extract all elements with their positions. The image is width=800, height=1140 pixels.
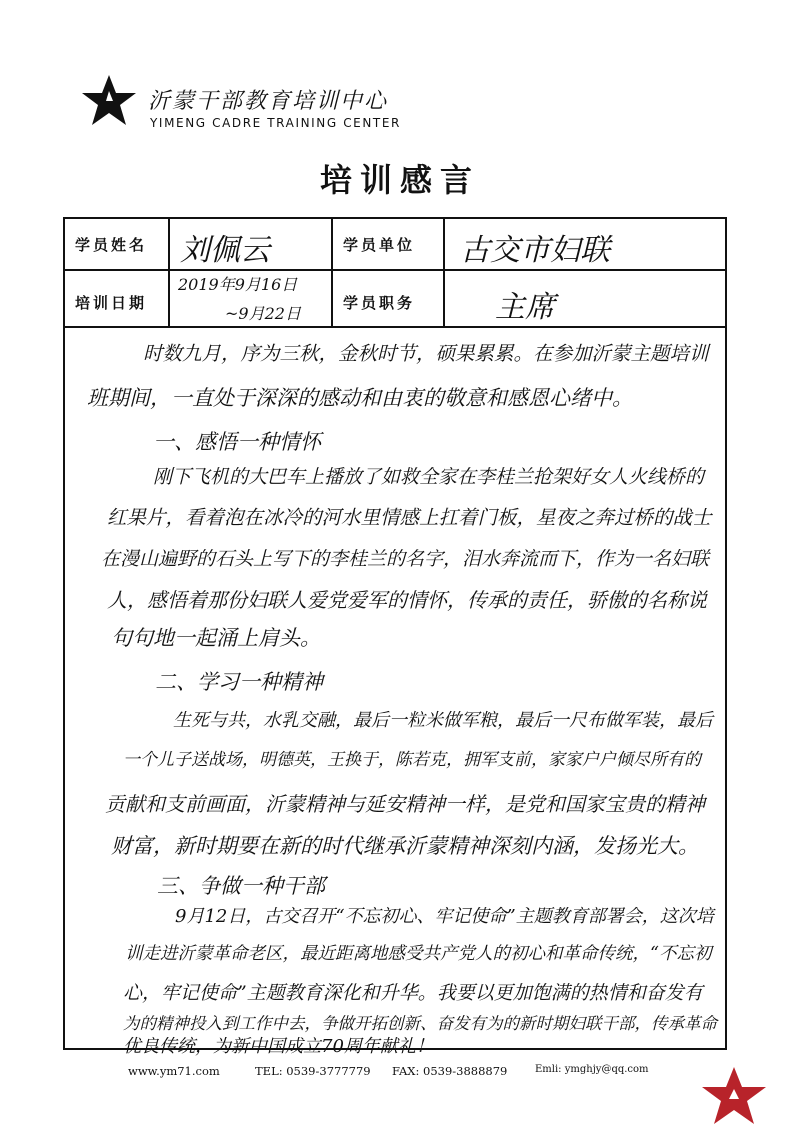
star-logo-icon bbox=[80, 73, 138, 129]
trainee-info-table bbox=[63, 217, 727, 328]
body-line: 刚下飞机的大巴车上播放了如救全家在李桂兰抢架好女人火线桥的 bbox=[153, 466, 705, 488]
position-label: 学员职务 bbox=[343, 294, 416, 312]
footer-fax: FAX: 0539-3888879 bbox=[392, 1064, 508, 1078]
body-line: 班期间，一直处于深深的感动和由衷的敬意和感恩心绪中。 bbox=[87, 386, 633, 410]
body-line: 句句地一起涌上肩头。 bbox=[111, 626, 321, 650]
section-heading: 一、感悟一种情怀 bbox=[153, 430, 321, 454]
body-line: 训走进沂蒙革命老区，最近距离地感受共产党人的初心和革命传统，“不忘初 bbox=[125, 944, 712, 964]
name-label: 学员姓名 bbox=[75, 236, 148, 254]
body-line: 一个儿子送战场，明德英，王换于，陈若克，拥军支前，家家户户倾尽所有的 bbox=[123, 750, 701, 770]
red-star-brand-icon bbox=[700, 1065, 768, 1127]
date-start: 2019年9月16日 bbox=[178, 275, 298, 294]
section-heading: 二、学习一种精神 bbox=[155, 670, 323, 694]
body-line: 生死与共，水乳交融，最后一粒米做军粮，最后一尺布做军装，最后 bbox=[173, 710, 713, 731]
body-line: 为的精神投入到工作中去，争做开拓创新、奋发有为的新时期妇联干部，传承革命 bbox=[123, 1014, 717, 1033]
footer-email: Emli: ymghjy@qq.com bbox=[535, 1064, 649, 1075]
footer-website: www.ym71.com bbox=[128, 1064, 220, 1078]
section-heading: 三、争做一种干部 bbox=[157, 874, 325, 898]
organization-name-chinese: 沂蒙干部教育培训中心 bbox=[148, 89, 389, 114]
name-value: 刘佩云 bbox=[180, 233, 270, 268]
body-line: 优良传统，为新中国成立70周年献礼！ bbox=[123, 1036, 434, 1057]
body-line: 贡献和支前画面，沂蒙精神与延安精神一样，是党和国家宝贵的精神 bbox=[105, 792, 705, 816]
date-end: ~9月22日 bbox=[225, 304, 301, 323]
organization-name-english: YIMENG CADRE TRAINING CENTER bbox=[150, 116, 401, 130]
body-line: 人，感悟着那份妇联人爱党爱军的情怀，传承的责任，骄傲的名称说 bbox=[107, 588, 707, 612]
body-line: 财富，新时期要在新的时代继承沂蒙精神深刻内涵，发扬光大。 bbox=[111, 834, 699, 858]
body-line: 在漫山遍野的石头上写下的李桂兰的名字，泪水奔流而下，作为一名妇联 bbox=[101, 548, 710, 570]
page-title: 培训感言 bbox=[319, 161, 480, 199]
unit-value: 古交市妇联 bbox=[460, 233, 610, 268]
date-label: 培训日期 bbox=[75, 294, 148, 312]
reflection-text-area bbox=[63, 328, 727, 1057]
body-line: 心，牢记使命”主题教育深化和升华。我要以更加饱满的热情和奋发有 bbox=[123, 982, 703, 1004]
unit-label: 学员单位 bbox=[343, 236, 416, 254]
footer-tel: TEL: 0539-3777779 bbox=[255, 1064, 371, 1078]
body-line: 9月12日，古交召开“不忘初心、牢记使命”主题教育部署会，这次培 bbox=[175, 906, 714, 927]
body-line: 时数九月，序为三秋，金秋时节，硕果累累。在参加沂蒙主题培训 bbox=[143, 342, 709, 365]
body-line: 红果片，看着泡在冰冷的河水里情感上扛着门板，星夜之奔过桥的战士 bbox=[107, 506, 712, 529]
position-value: 主席 bbox=[495, 290, 555, 325]
